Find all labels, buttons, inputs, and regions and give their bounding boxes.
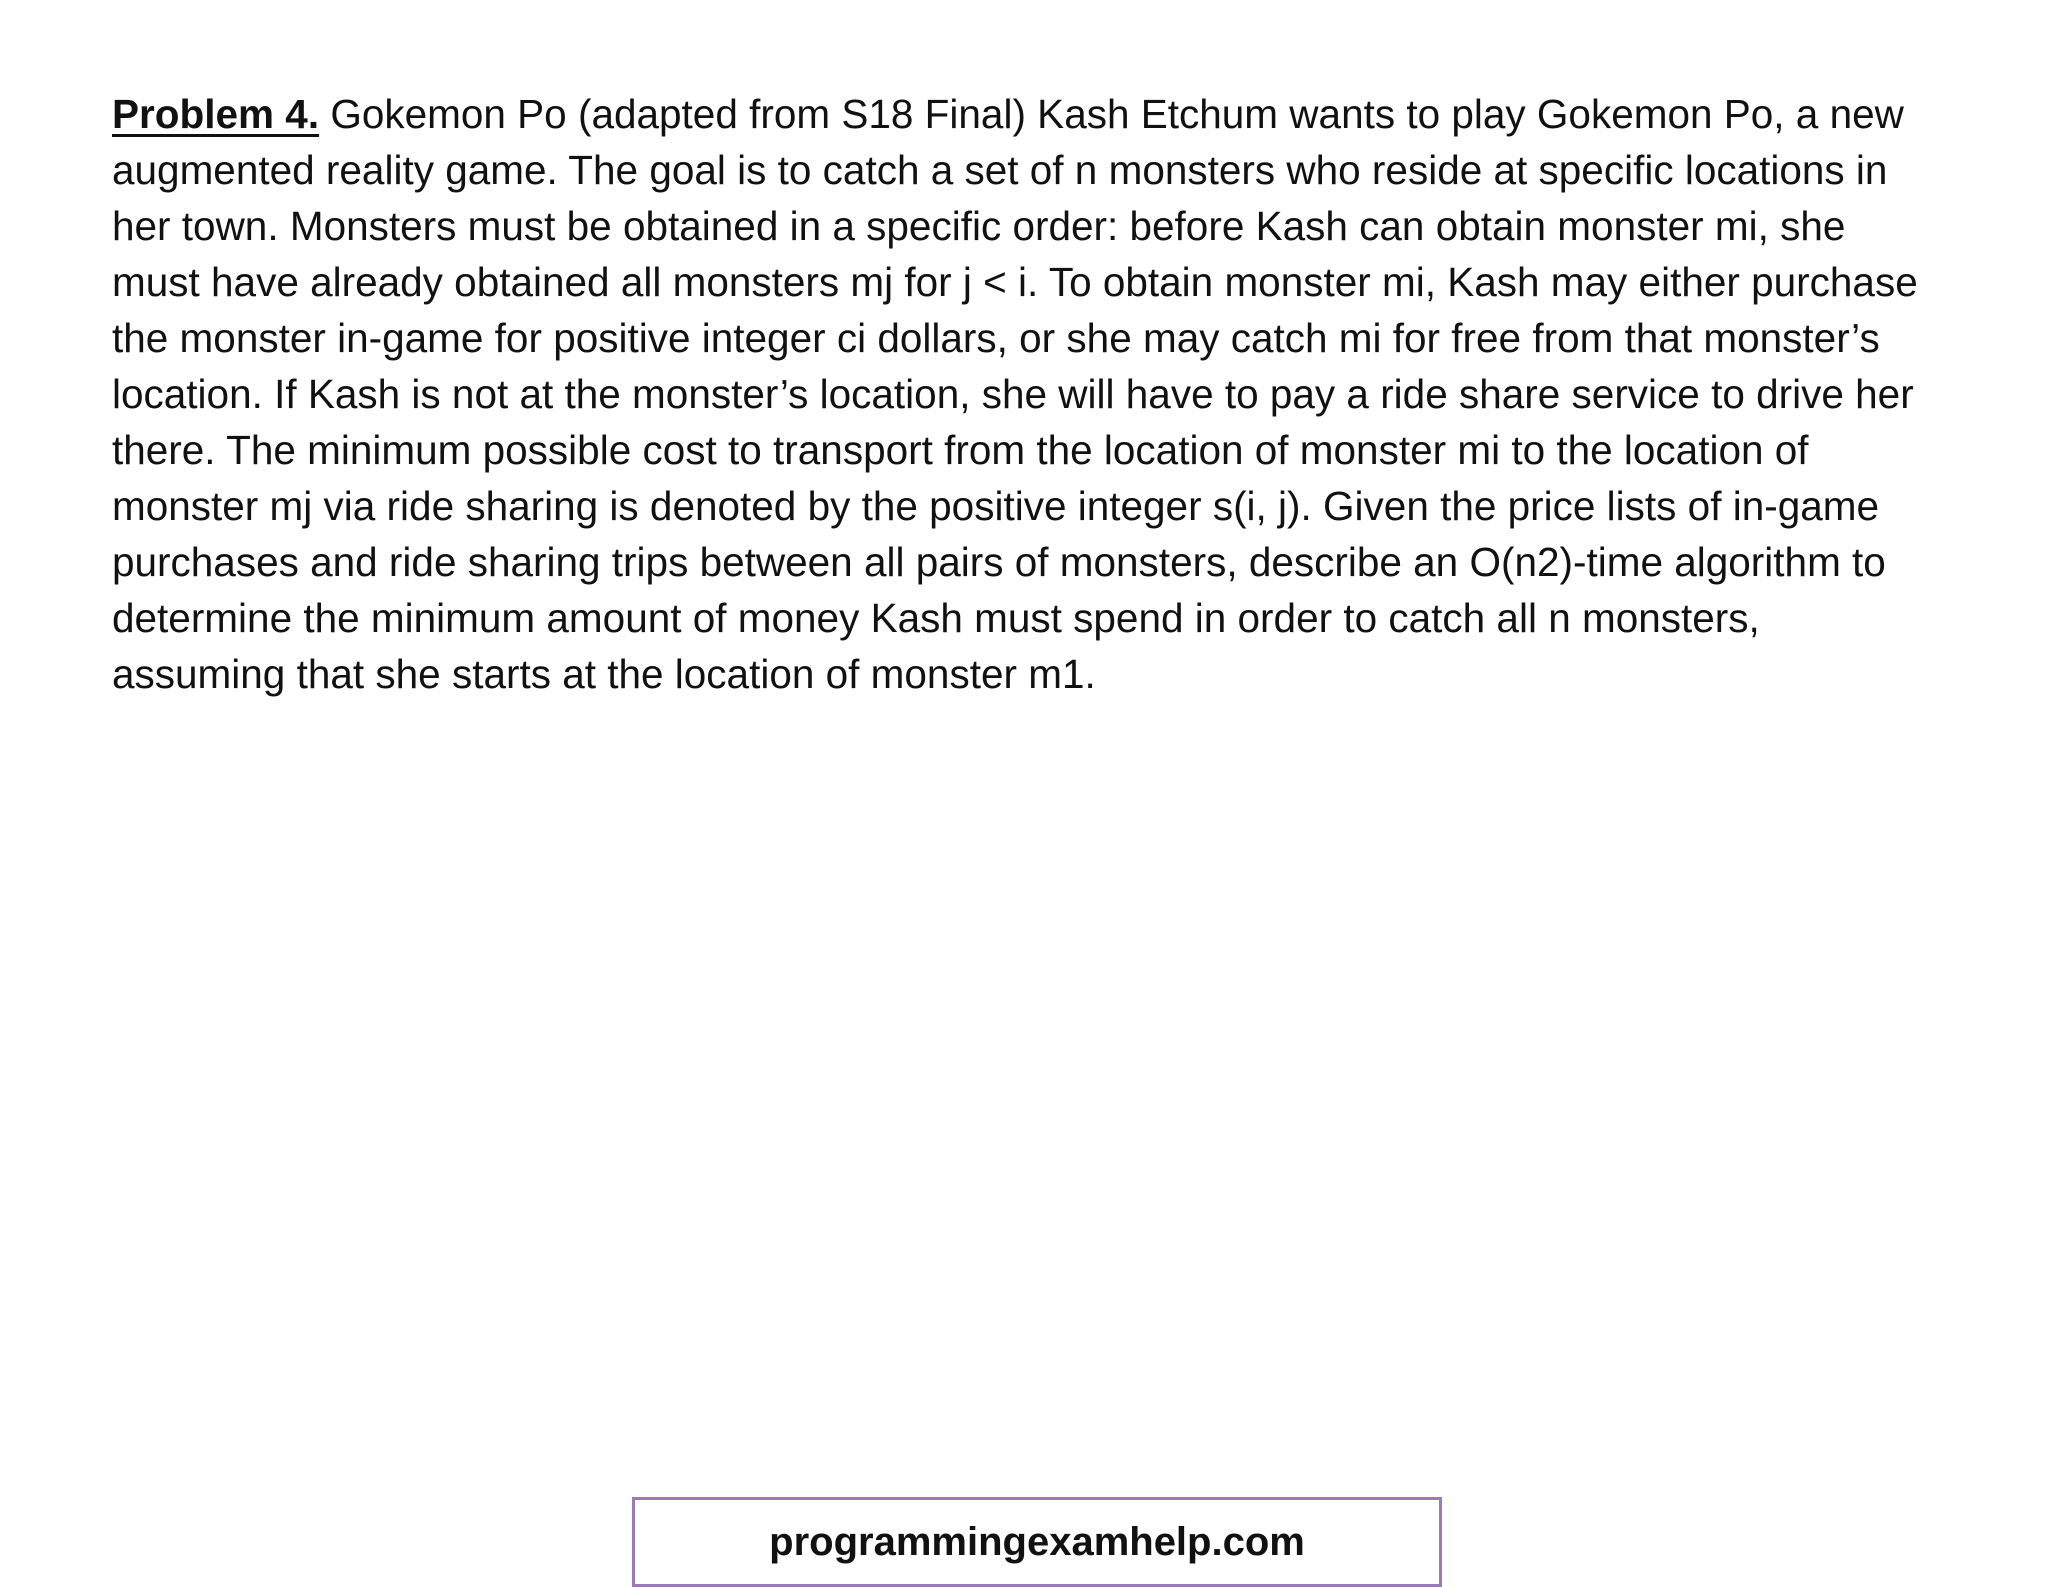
footer-website-text: programmingexamhelp.com: [769, 1520, 1305, 1564]
problem-body: Gokemon Po (adapted from S18 Final) Kash Etchum wants to play Gokemon Po, a new augmented reality game. The goal is to catch a set of n monsters who reside at specific locations in her town. Monsters must be obtained in a specific order: before Kash can obtain monster mi, she must have already obtained all monsters mj for j < i. To obtain monster mi, Kash may either purchase the monster in-game for positive integer ci dollars, or she may catch mi for free from that monster’s location. If Kash is not at the monster’s location, she will have to pay a ride share service to drive her there. The minimum possible cost to transport from the location of monster mi to the location of monster mj via ride sharing is denoted by the positive integer s(i, j). Given the price lists of in-game purchases and ride sharing trips between all pairs of monsters, describe an O(n2)-time algorithm to determine the minimum amount of money Kash must spend in order to catch all n monsters, assuming that she starts at the location of monster m1.: [112, 91, 1918, 697]
problem-statement: [112, 86, 1942, 702]
footer-website-box: [632, 1497, 1442, 1587]
problem-heading: Problem 4.: [112, 91, 320, 137]
